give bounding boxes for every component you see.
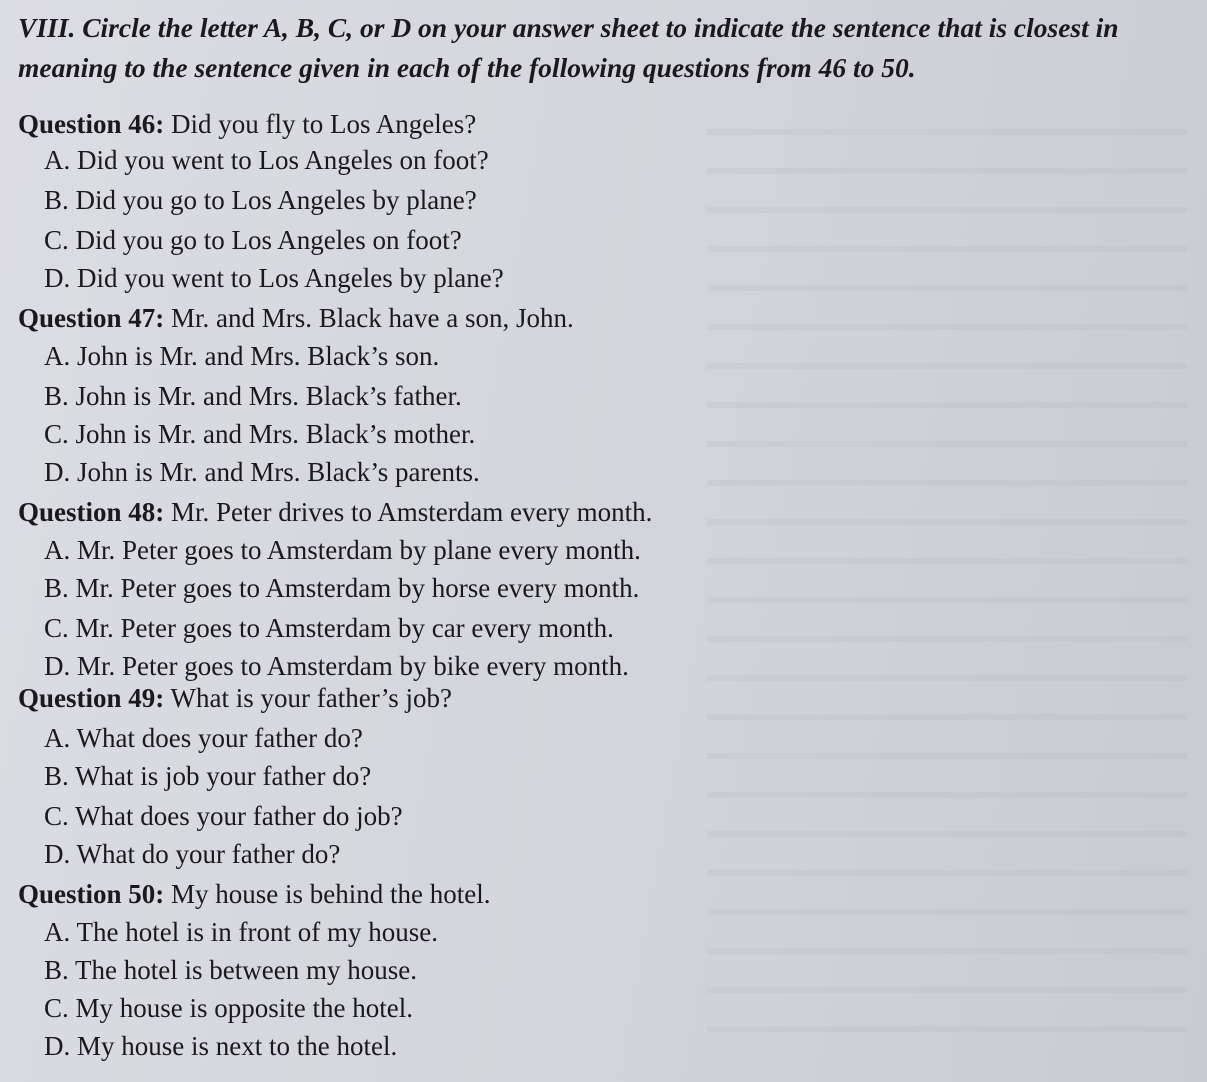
option-47-c[interactable]: C. John is Mr. and Mrs. Black’s mother. xyxy=(44,419,476,449)
option-48-b[interactable]: B. Mr. Peter goes to Amsterdam by horse every month. xyxy=(44,573,640,603)
question-number: Question 46: xyxy=(18,109,165,139)
question-49 xyxy=(18,680,452,716)
option-46-d[interactable]: D. Did you went to Los Angeles by plane? xyxy=(44,263,504,293)
question-text: Mr. and Mrs. Black have a son, John. xyxy=(164,303,574,333)
option-46-a[interactable]: A. Did you went to Los Angeles on foot? xyxy=(44,145,489,175)
question-number: Question 48: xyxy=(18,497,165,527)
section-instruction: VIII. Circle the letter A, B, C, or D on your answer sheet to indicate the sentence that is closest in meaning to the sentence given in each of the following questions from 46 to 50. xyxy=(18,12,1119,83)
question-number: Question 49: xyxy=(18,683,165,713)
option-48-a[interactable]: A. Mr. Peter goes to Amsterdam by plane every month. xyxy=(44,535,641,565)
question-text: What is your father’s job? xyxy=(164,683,452,713)
question-46 xyxy=(18,106,476,142)
question-number: Question 47: xyxy=(18,303,165,333)
option-50-b[interactable]: B. The hotel is between my house. xyxy=(44,955,417,985)
question-48 xyxy=(18,494,652,530)
question-text: Mr. Peter drives to Amsterdam every month. xyxy=(164,497,653,527)
bleed-through-texture xyxy=(707,100,1187,1060)
question-50 xyxy=(18,876,490,912)
question-number: Question 50: xyxy=(18,879,165,909)
option-47-b[interactable]: B. John is Mr. and Mrs. Black’s father. xyxy=(44,381,462,411)
question-47 xyxy=(18,300,574,336)
option-49-d[interactable]: D. What do your father do? xyxy=(44,839,341,869)
option-49-c[interactable]: C. What does your father do job? xyxy=(44,801,403,831)
question-text: My house is behind the hotel. xyxy=(164,879,491,909)
option-46-b[interactable]: B. Did you go to Los Angeles by plane? xyxy=(44,185,477,215)
option-48-d[interactable]: D. Mr. Peter goes to Amsterdam by bike every month. xyxy=(44,651,629,681)
option-50-a[interactable]: A. The hotel is in front of my house. xyxy=(44,917,438,947)
option-50-d[interactable]: D. My house is next to the hotel. xyxy=(44,1031,398,1061)
option-49-b[interactable]: B. What is job your father do? xyxy=(44,761,372,791)
option-47-d[interactable]: D. John is Mr. and Mrs. Black’s parents. xyxy=(44,457,480,487)
option-50-c[interactable]: C. My house is opposite the hotel. xyxy=(44,993,413,1023)
option-47-a[interactable]: A. John is Mr. and Mrs. Black’s son. xyxy=(44,341,440,371)
option-49-a[interactable]: A. What does your father do? xyxy=(44,723,363,753)
option-48-c[interactable]: C. Mr. Peter goes to Amsterdam by car every month. xyxy=(44,613,614,643)
question-text: Did you fly to Los Angeles? xyxy=(164,109,477,139)
option-46-c[interactable]: C. Did you go to Los Angeles on foot? xyxy=(44,225,462,255)
